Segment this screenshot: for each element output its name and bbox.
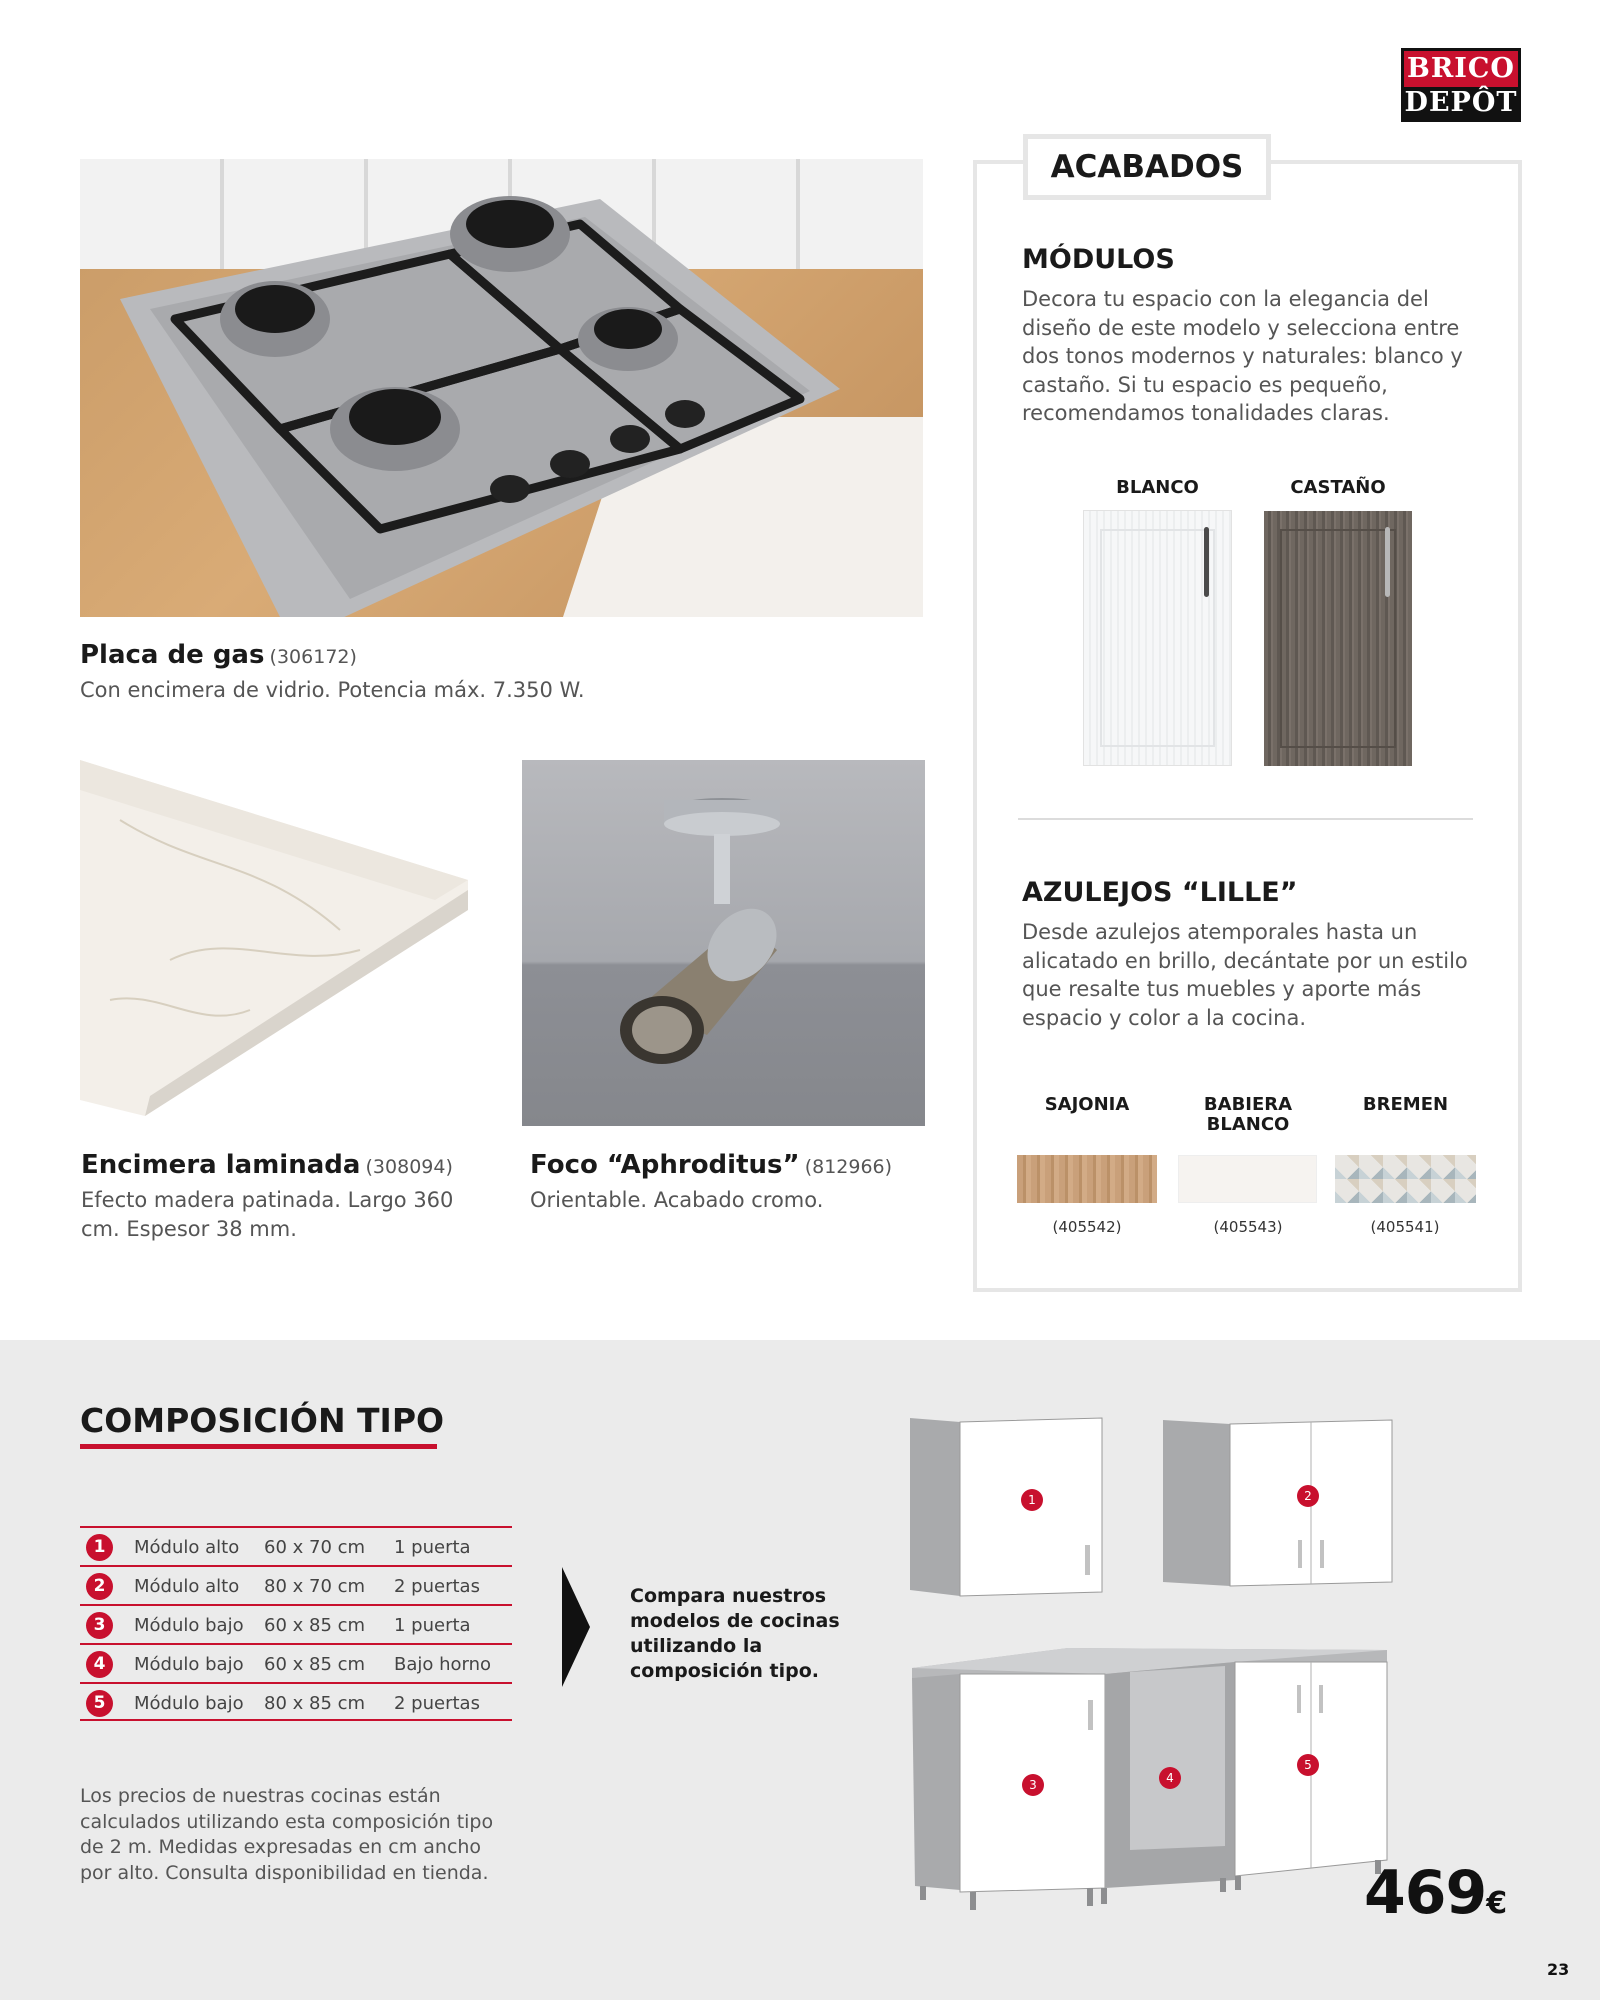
product-title: Placa de gas — [80, 640, 265, 670]
module-detail: 1 puerta — [394, 1615, 471, 1636]
tile-label-bremen: BREMEN — [1362, 1094, 1449, 1115]
price-currency: € — [1486, 1886, 1507, 1921]
swatch-label-blanco: BLANCO — [1116, 477, 1199, 498]
logo-line-1: BRICO — [1404, 51, 1518, 87]
countertop-photo — [80, 760, 468, 1116]
product-desc: Con encimera de vidrio. Potencia máx. 7.350 W. — [80, 678, 585, 702]
tile-code: (405542) — [1052, 1218, 1122, 1236]
module-detail: 2 puertas — [394, 1576, 480, 1597]
page-number: 23 — [1547, 1960, 1570, 1979]
tile-label-babiera: BABIERA BLANCO — [1203, 1094, 1293, 1135]
table-row — [80, 1604, 512, 1643]
module-detail: 1 puerta — [394, 1537, 471, 1558]
module-type: Módulo alto — [134, 1537, 240, 1558]
row-number-badge: 2 — [86, 1573, 113, 1600]
module-size: 60 x 85 cm — [264, 1654, 366, 1675]
price — [1364, 1858, 1506, 1928]
compare-text: Compara nuestros modelos de cocinas utilizando la composición tipo. — [630, 1585, 840, 1682]
module-type: Módulo bajo — [134, 1693, 244, 1714]
product-caption-hob — [80, 640, 585, 705]
module-type: Módulo alto — [134, 1576, 240, 1597]
row-number-badge: 3 — [86, 1612, 113, 1639]
composition-note: Los precios de nuestras cocinas están calculados utilizando esta composición tipo de 2 m. Medidas expresadas en cm ancho por alto. Consulta disponibilidad en tienda. — [80, 1785, 494, 1884]
product-desc: Efecto madera patinada. Largo 360 cm. Espesor 38 mm. — [81, 1188, 454, 1241]
gas-hob-photo — [80, 159, 923, 617]
title-underline — [80, 1444, 437, 1449]
tile-label-sajonia: SAJONIA — [1044, 1094, 1130, 1115]
azulejos-text: Desde azulejos atemporales hasta un alicatado en brillo, decántate por un estilo que resalte tus muebles y aporte más espacio y color a la cocina. — [1022, 920, 1468, 1030]
product-caption-spotlight — [530, 1150, 950, 1215]
module-size: 60 x 70 cm — [264, 1537, 366, 1558]
product-desc: Orientable. Acabado cromo. — [530, 1188, 824, 1212]
spotlight-photo — [522, 760, 925, 1126]
module-size: 60 x 85 cm — [264, 1615, 366, 1636]
composicion-title: COMPOSICIÓN TIPO — [80, 1401, 445, 1440]
marker-2: 2 — [1304, 1489, 1312, 1503]
module-size: 80 x 85 cm — [264, 1693, 366, 1714]
modulos-title: MÓDULOS — [1022, 244, 1175, 275]
modulos-text: Decora tu espacio con la elegancia del diseño de este modelo y selecciona entre dos tonos modernos y naturales: blanco y castaño. Si tu espacio es pequeño, recomendamos tonalidades claras. — [1022, 287, 1463, 425]
marker-4: 4 — [1166, 1771, 1174, 1785]
cabinet-composition-diagram — [905, 1410, 1415, 1920]
module-detail: Bajo horno — [394, 1654, 492, 1675]
logo-line-2: DEPÔT — [1404, 87, 1518, 118]
tile-swatch-sajonia — [1017, 1155, 1157, 1203]
product-caption-countertop — [81, 1150, 501, 1244]
module-size: 80 x 70 cm — [264, 1576, 366, 1597]
price-value: 469 — [1364, 1858, 1487, 1928]
azulejos-title: AZULEJOS “LILLE” — [1022, 877, 1298, 908]
arrow-right-icon — [562, 1567, 590, 1687]
product-title: Foco “Aphroditus” — [530, 1150, 800, 1180]
table-row — [80, 1565, 512, 1604]
product-ref: (812966) — [804, 1156, 893, 1178]
product-title: Encimera laminada — [81, 1150, 361, 1180]
product-ref: (306172) — [269, 646, 357, 668]
module-type: Módulo bajo — [134, 1615, 244, 1636]
module-type: Módulo bajo — [134, 1654, 244, 1675]
swatch-label-castano: CASTAÑO — [1290, 477, 1386, 498]
table-row — [80, 1682, 512, 1721]
section-divider — [1018, 818, 1473, 820]
marker-3: 3 — [1029, 1778, 1037, 1792]
door-swatch-blanco — [1084, 511, 1231, 765]
tile-code: (405541) — [1370, 1218, 1440, 1236]
tile-code: (405543) — [1213, 1218, 1283, 1236]
marker-1: 1 — [1028, 1493, 1036, 1507]
module-table — [80, 1526, 512, 1721]
module-detail: 2 puertas — [394, 1693, 480, 1714]
tile-swatch-bremen — [1335, 1155, 1476, 1203]
table-row — [80, 1526, 512, 1565]
row-number-badge: 5 — [86, 1690, 113, 1717]
row-number-badge: 1 — [86, 1534, 113, 1561]
row-number-badge: 4 — [86, 1651, 113, 1678]
brico-depot-logo — [1401, 48, 1521, 122]
marker-5: 5 — [1304, 1758, 1312, 1772]
table-row — [80, 1643, 512, 1682]
acabados-tab: ACABADOS — [1023, 134, 1271, 200]
tile-swatch-babiera — [1178, 1155, 1317, 1203]
door-swatch-castano — [1264, 511, 1412, 766]
product-ref: (308094) — [365, 1156, 453, 1178]
